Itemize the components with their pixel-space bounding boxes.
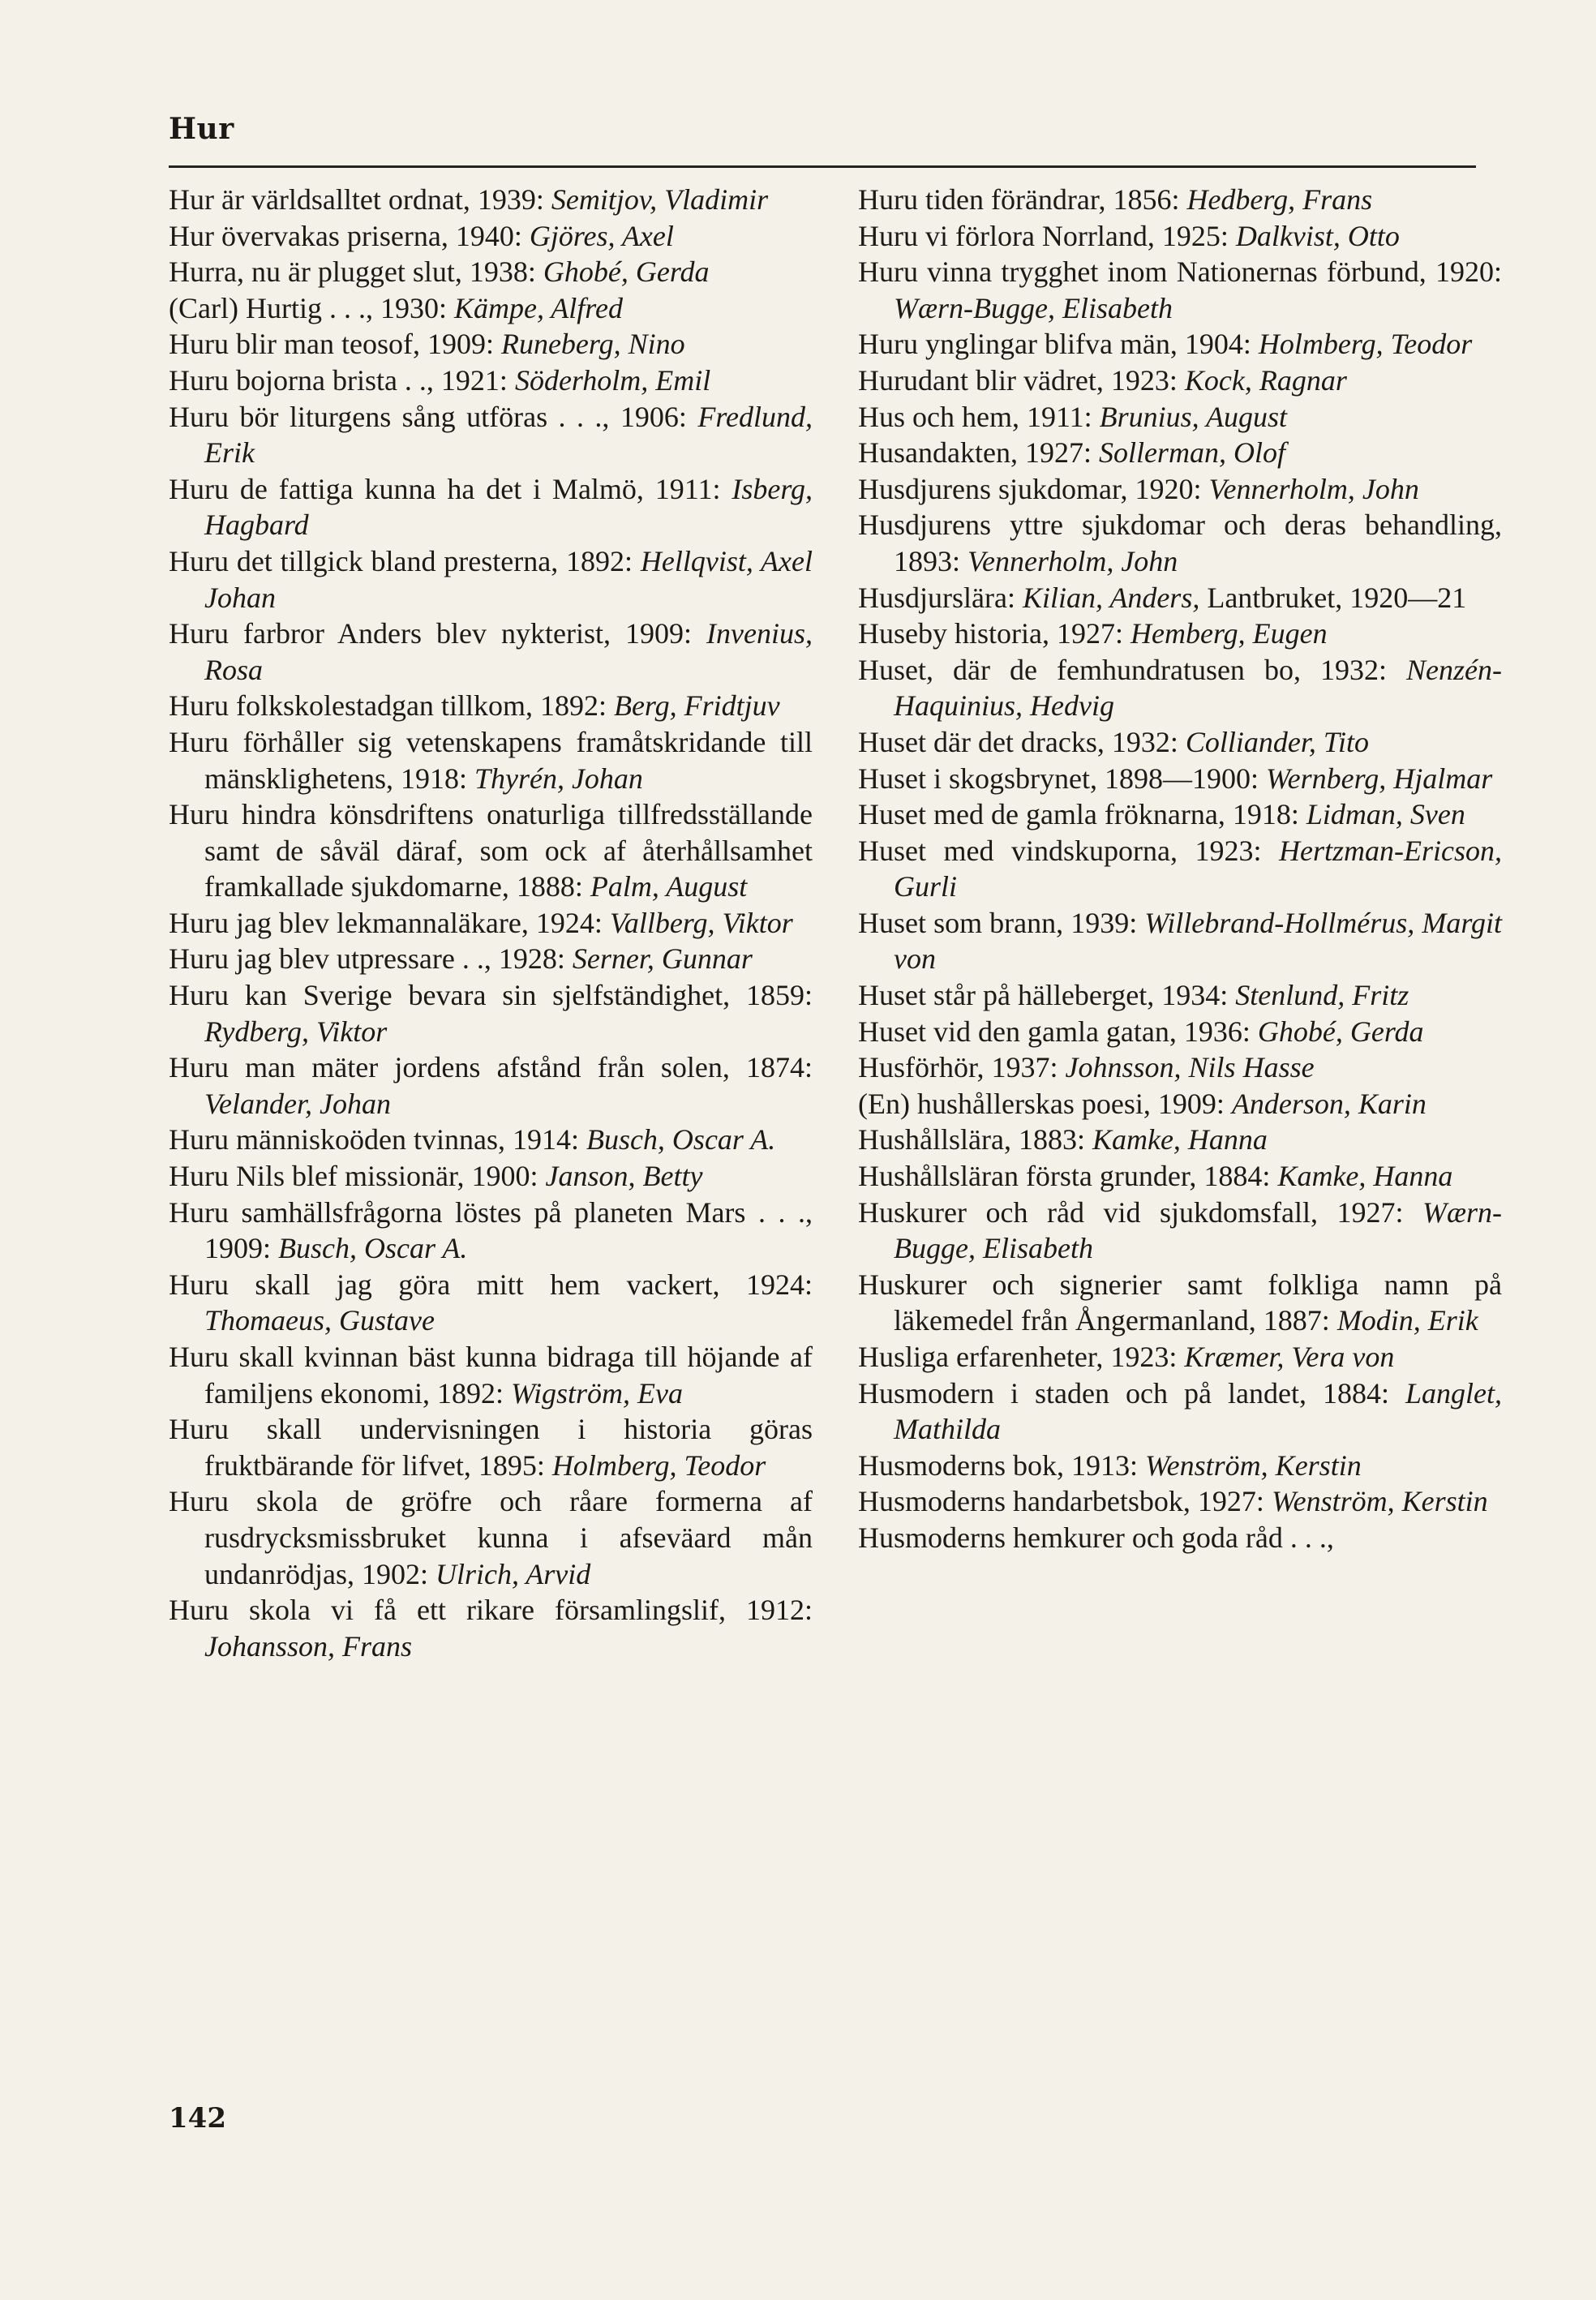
entry-author: Anderson, Karin — [1231, 1087, 1427, 1120]
entry-author: Willebrand-Hollmérus, Margit von — [894, 906, 1503, 976]
index-entry — [858, 1195, 1502, 1267]
entry-author: Wenström, Kerstin — [1271, 1485, 1488, 1518]
entry-author: Nenzén-Haquinius, Hedvig — [894, 653, 1502, 723]
index-entry — [858, 1483, 1502, 1520]
entry-title: Husmodern i staden och på landet, 1884: — [858, 1376, 1405, 1410]
entry-author: Hellqvist, Axel Johan — [204, 544, 813, 614]
entry-author: Dalkvist, Otto — [1235, 219, 1400, 252]
index-entry — [858, 616, 1502, 652]
entry-author: Colliander, Tito — [1185, 725, 1369, 758]
index-entry — [858, 254, 1502, 326]
entry-author: Fredlund, Erik — [204, 400, 813, 470]
index-entry — [169, 1049, 813, 1122]
index-entry — [858, 507, 1502, 579]
entry-title: (En) hushållerskas poesi, 1909: — [858, 1087, 1232, 1120]
index-entry — [858, 1122, 1502, 1158]
index-entry — [169, 1195, 813, 1267]
entry-title: Huru man mäter jordens afstånd från solen, 1874: — [169, 1051, 813, 1084]
entry-author: Lidman, Sven — [1306, 798, 1465, 831]
index-entry — [169, 363, 813, 399]
entry-author: Busch, Oscar A. — [586, 1123, 776, 1156]
entry-author: Stenlund, Fritz — [1235, 979, 1409, 1012]
index-entry — [169, 1483, 813, 1592]
index-entry — [169, 182, 813, 218]
entry-author: Janson, Betty — [545, 1160, 703, 1193]
entry-author: Velander, Johan — [204, 1087, 391, 1120]
index-entry — [858, 471, 1502, 508]
entry-author: Wenström, Kerstin — [1145, 1448, 1362, 1482]
left-column — [169, 182, 813, 1664]
entry-title: Husförhör, 1937: — [858, 1051, 1066, 1084]
index-entry — [858, 399, 1502, 436]
index-entry — [169, 326, 813, 363]
index-entry — [858, 182, 1502, 218]
entry-author: Rydberg, Viktor — [204, 1015, 388, 1048]
entry-author: Palm, August — [590, 870, 748, 903]
entry-title: Hus och hem, 1911: — [858, 400, 1100, 433]
entry-title: Huru förhåller sig vetenskapens framåtskridande till mänsklighetens, 1918: — [169, 725, 813, 795]
entry-title: Husandakten, 1927: — [858, 436, 1099, 470]
header-rule — [169, 165, 1476, 168]
entry-title: Huru folkskolestadgan tillkom, 1892: — [169, 689, 614, 723]
entry-title: Hur övervakas priserna, 1940: — [169, 219, 530, 252]
index-entry — [169, 616, 813, 688]
index-entry — [169, 218, 813, 255]
index-entry — [169, 688, 813, 724]
entry-author: Wigström, Eva — [510, 1376, 683, 1410]
entry-title: Huset med de gamla fröknarna, 1918: — [858, 798, 1306, 831]
entry-title: Huru ynglingar blifva män, 1904: — [858, 328, 1259, 361]
entry-author: Kämpe, Alfred — [453, 291, 623, 324]
index-entry — [858, 1267, 1502, 1339]
entry-author: Wærn-Bugge, Elisabeth — [894, 291, 1173, 324]
entry-author: Hertzman-Ericson, Gurli — [894, 834, 1502, 903]
entry-title: Husdjurens yttre sjukdomar och deras behandling, 1893: — [858, 508, 1502, 577]
index-entry — [858, 1158, 1502, 1195]
index-entry — [858, 977, 1502, 1014]
entry-title: Huru farbror Anders blev nykterist, 1909: — [169, 617, 707, 650]
entry-title: Huru Nils blef missionär, 1900: — [169, 1160, 546, 1193]
entry-title: Huru skall jag göra mitt hem vackert, 1924: — [169, 1268, 813, 1301]
index-entry — [169, 1411, 813, 1483]
entry-title: Huru tiden förändrar, 1856: — [858, 183, 1187, 216]
entry-title: Hurudant blir vädret, 1923: — [858, 363, 1185, 397]
index-entry — [858, 1049, 1502, 1086]
entry-title: Husliga erfarenheter, 1923: — [858, 1341, 1185, 1373]
page-number: 142 — [169, 2102, 226, 2135]
entry-title: Huru det tillgick bland presterna, 1892: — [169, 544, 641, 577]
index-entry — [858, 1448, 1502, 1484]
index-entry — [169, 724, 813, 796]
index-entry — [169, 1339, 813, 1411]
entry-title: (Carl) Hurtig . . ., 1930: — [169, 291, 454, 324]
index-entry — [858, 1014, 1502, 1050]
entry-author: Holmberg, Teodor — [1258, 328, 1473, 361]
index-entry — [858, 905, 1502, 977]
index-entry — [169, 290, 813, 327]
entry-title: Huskurer och signerier samt folkliga namn på läkemedel från Ångermanland, 1887: — [858, 1268, 1502, 1337]
entry-title: Huru skola de gröfre och råare formerna af rusdrycksmissbruket kunna i afseväard mån undanrödjas, 1902: — [169, 1485, 813, 1590]
entry-title: Hushållsläran första grunder, 1884: — [858, 1160, 1278, 1193]
entry-title: Huset i skogsbrynet, 1898—1900: — [858, 762, 1266, 795]
entry-author: Gjöres, Axel — [529, 219, 674, 252]
entry-suffix: Lantbruket, 1920—21 — [1199, 581, 1467, 614]
index-entry — [169, 1592, 813, 1664]
entry-author: Holmberg, Teodor — [551, 1448, 766, 1482]
index-entry — [858, 796, 1502, 833]
entry-title: Huset, där de femhundratusen bo, 1932: — [858, 653, 1407, 686]
entry-author: Langlet, Mathilda — [894, 1376, 1502, 1446]
entry-author: Isberg, Hagbard — [204, 472, 813, 542]
entry-title: Husmoderns hemkurer och goda råd . . ., — [858, 1521, 1334, 1554]
index-entry — [858, 1520, 1502, 1556]
index-entry — [169, 796, 813, 905]
entry-author: Wærn-Bugge, Elisabeth — [894, 1195, 1502, 1265]
entry-author: Ghobé, Gerda — [543, 255, 710, 289]
entry-author: Vennerholm, John — [1208, 472, 1419, 505]
entry-title: Huru skall kvinnan bäst kunna bidraga till höjande af familjens ekonomi, 1892: — [169, 1341, 813, 1410]
entry-author: Runeberg, Nino — [500, 328, 685, 361]
entry-author: Kock, Ragnar — [1184, 363, 1347, 397]
entry-title: Hur är världsalltet ordnat, 1939: — [169, 183, 551, 216]
entry-title: Huru jag blev utpressare . ., 1928: — [169, 942, 573, 976]
entry-title: Huru de fattiga kunna ha det i Malmö, 1911: — [169, 472, 732, 505]
entry-title: Huru bojorna brista . ., 1921: — [169, 363, 515, 397]
index-entry — [169, 1158, 813, 1195]
entry-title: Huset vid den gamla gatan, 1936: — [858, 1015, 1258, 1048]
entry-title: Huru bör liturgens sång utföras . . ., 1906: — [169, 400, 698, 433]
entry-title: Husmoderns bok, 1913: — [858, 1448, 1145, 1482]
entry-author: Thyrén, Johan — [474, 762, 643, 795]
index-entry — [169, 977, 813, 1049]
index-entry — [858, 363, 1502, 399]
entry-title: Huru skall undervisningen i historia göras fruktbärande för lifvet, 1895: — [169, 1413, 813, 1482]
index-entry — [858, 218, 1502, 255]
entry-author: Sollerman, Olof — [1098, 436, 1285, 470]
entry-title: Huru vi förlora Norrland, 1925: — [858, 219, 1236, 252]
right-column — [858, 182, 1502, 1556]
entry-author: Serner, Gunnar — [572, 942, 753, 976]
entry-author: Hemberg, Eugen — [1130, 617, 1328, 650]
index-entry — [169, 399, 813, 471]
entry-author: Modin, Erik — [1336, 1304, 1478, 1337]
entry-author: Kræmer, Vera von — [1184, 1341, 1395, 1373]
entry-title: Huru samhällsfrågorna löstes på planeten Mars . . ., 1909: — [169, 1195, 813, 1265]
entry-title: Huskurer och råd vid sjukdomsfall, 1927: — [858, 1195, 1422, 1229]
entry-title: Huru jag blev lekmannaläkare, 1924: — [169, 906, 610, 939]
entry-title: Husdjurslära: — [858, 581, 1023, 614]
entry-author: Wernberg, Hjalmar — [1265, 762, 1493, 795]
entry-author: Semitjov, Vladimir — [551, 183, 769, 216]
entry-author: Busch, Oscar A. — [278, 1232, 468, 1265]
entry-title: Huseby historia, 1927: — [858, 617, 1130, 650]
index-entry — [858, 435, 1502, 471]
entry-title: Huset står på hälleberget, 1934: — [858, 979, 1236, 1012]
entry-author: Vallberg, Viktor — [609, 906, 793, 939]
index-entry — [169, 471, 813, 543]
entry-author: Kamke, Hanna — [1092, 1123, 1268, 1156]
entry-title: Huru blir man teosof, 1909: — [169, 328, 501, 361]
index-entry — [858, 761, 1502, 797]
index-entry — [858, 326, 1502, 363]
index-entry — [169, 1267, 813, 1339]
index-entry — [858, 580, 1502, 616]
entry-title: Huru hindra könsdriftens onaturliga tillfredsställande samt de såväl däraf, som ock af återhållsamhet framkallade sjukdomarne, 1888: — [169, 798, 813, 903]
entry-title: Huset där det dracks, 1932: — [858, 725, 1186, 758]
entry-author: Johnsson, Nils Hasse — [1065, 1051, 1315, 1084]
entry-title: Hushållslära, 1883: — [858, 1123, 1092, 1156]
entry-title: Husdjurens sjukdomar, 1920: — [858, 472, 1209, 505]
entry-title: Huru människoöden tvinnas, 1914: — [169, 1123, 586, 1156]
entry-title: Huru skola vi få ett rikare församlingslif, 1912: — [169, 1594, 813, 1627]
entry-author: Invenius, Rosa — [204, 617, 813, 686]
index-entry — [858, 1086, 1502, 1122]
entry-title: Hurra, nu är plugget slut, 1938: — [169, 255, 543, 289]
entry-author: Ghobé, Gerda — [1257, 1015, 1424, 1048]
entry-author: Brunius, August — [1099, 400, 1288, 433]
index-entry — [858, 652, 1502, 724]
entry-title: Huru kan Sverige bevara sin sjelfständighet, 1859: — [169, 979, 813, 1012]
running-head: Hur — [169, 112, 234, 146]
index-entry — [169, 905, 813, 942]
index-entry — [169, 254, 813, 290]
index-entry — [858, 833, 1502, 905]
entry-author: Johansson, Frans — [204, 1629, 413, 1663]
entry-title: Huset med vindskuporna, 1923: — [858, 834, 1280, 867]
index-entry — [858, 1339, 1502, 1375]
index-entry — [169, 543, 813, 616]
entry-title: Huset som brann, 1939: — [858, 906, 1145, 939]
entry-author: Ulrich, Arvid — [435, 1557, 591, 1590]
entry-author: Thomaeus, Gustave — [204, 1304, 435, 1337]
entry-author: Hedberg, Frans — [1186, 183, 1373, 216]
index-entry — [858, 1375, 1502, 1448]
entry-title: Huru vinna trygghet inom Nationernas förbund, 1920: — [858, 255, 1502, 289]
entry-author: Berg, Fridtjuv — [613, 689, 780, 723]
entry-author: Vennerholm, John — [967, 544, 1178, 577]
index-entry — [169, 1122, 813, 1158]
entry-author: Söderholm, Emil — [514, 363, 711, 397]
index-entry — [169, 941, 813, 977]
index-entry — [858, 724, 1502, 761]
entry-author: Kamke, Hanna — [1277, 1160, 1453, 1193]
entry-author: Kilian, Anders, — [1022, 581, 1200, 614]
entry-title: Husmoderns handarbetsbok, 1927: — [858, 1485, 1272, 1518]
